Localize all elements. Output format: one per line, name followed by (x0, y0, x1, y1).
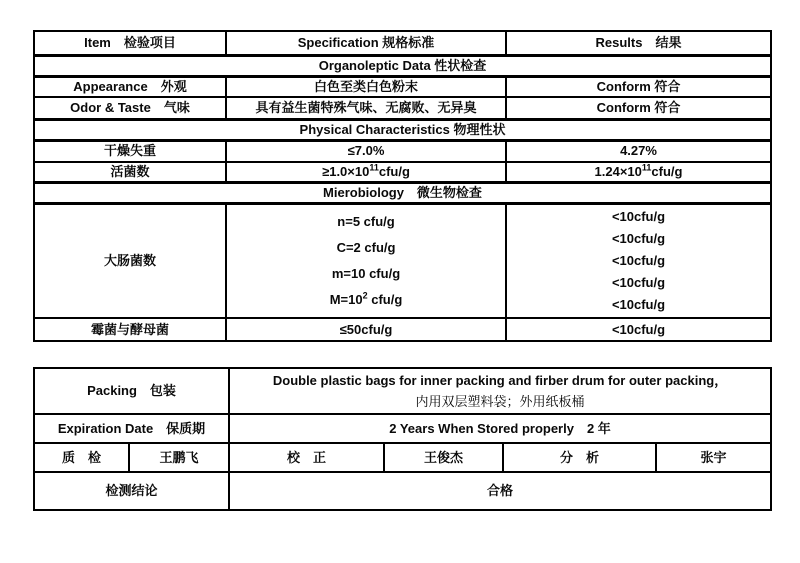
coliform-row (34, 204, 771, 319)
coliform-spec-line: m=10 cfu/g (331, 266, 401, 282)
live-count-item: 活菌数 (34, 162, 226, 183)
coliform-result-line: <10cfu/g (611, 231, 666, 247)
live-count-spec: $\ge 1.0\times 10^{11}cfu/g$ (226, 162, 506, 183)
physical-section-title: Physical Characteristics 物理性状 (34, 119, 771, 140)
appearance-row (34, 76, 771, 97)
calibration-label: 校 正 (229, 443, 384, 472)
appearance-result: Conform 符合 (506, 76, 771, 97)
conclusion-value: 合格 (229, 472, 771, 510)
odor-taste-row (34, 97, 771, 119)
conclusion-row (34, 472, 771, 510)
qc-name: 王鹏飞 (129, 443, 229, 472)
dry-loss-item: 干燥失重 (34, 141, 226, 162)
coliform-spec-line: n=5 cfu/g (337, 214, 395, 230)
appearance-spec: 白色至类白色粉末 (226, 76, 506, 97)
coliform-result-line: <10cfu/g (611, 297, 666, 313)
coliform-item: 大肠菌数 (34, 204, 226, 319)
dry-loss-result: 4.27% (506, 141, 771, 162)
coliform-result-line: <10cfu/g (611, 253, 666, 269)
mold-yeast-spec: ≤50cfu/g (226, 318, 506, 341)
mold-yeast-result: <10cfu/g (506, 318, 771, 341)
table-gap (33, 342, 770, 367)
packing-info-table (33, 367, 772, 511)
coliform-result-line: <10cfu/g (611, 209, 666, 225)
mold-yeast-row (34, 318, 771, 341)
physical-section-row (34, 119, 771, 140)
live-count-result: $1.24\times 10^{11}cfu/g$ (506, 162, 771, 183)
conclusion-label: 检测结论 (34, 472, 229, 510)
analysis-name: 张宇 (656, 443, 771, 472)
packing-line-chinese: 内用双层塑料袋；外用纸板桶 (415, 394, 585, 410)
odor-taste-spec: 具有益生菌特殊气味、无腐败、无异臭 (226, 97, 506, 119)
coliform-result-line: <10cfu/g (611, 275, 666, 291)
dry-loss-row (34, 141, 771, 162)
qc-label: 质 检 (34, 443, 129, 472)
signature-row (34, 443, 771, 472)
expiration-label: Expiration Date 保质期 (34, 414, 229, 443)
live-count-row (34, 162, 771, 183)
coliform-results (506, 204, 771, 319)
odor-taste-item: Odor & Taste 气味 (34, 97, 226, 119)
header-results-cell: Results 结果 (506, 31, 771, 55)
odor-taste-result: Conform 符合 (506, 97, 771, 119)
analysis-label: 分 析 (503, 443, 656, 472)
expiration-row (34, 414, 771, 443)
header-specification-cell: Specification 规格标准 (226, 31, 506, 55)
appearance-item: Appearance 外观 (34, 76, 226, 97)
dry-loss-spec: ≤7.0% (226, 141, 506, 162)
microbiology-section-title: Mierobiology 微生物检查 (34, 183, 771, 204)
table-header-row (34, 31, 771, 55)
microbiology-section-row (34, 183, 771, 204)
coliform-spec-line: C=2 cfu/g (336, 240, 396, 256)
packing-row (34, 368, 771, 414)
packing-line-english: Double plastic bags for inner packing and firber drum for outer packing， (272, 373, 728, 389)
packing-label: Packing 包装 (34, 368, 229, 414)
header-item-cell: Item 检验项目 (34, 31, 226, 55)
calibration-name: 王俊杰 (384, 443, 503, 472)
mold-yeast-item: 霉菌与酵母菌 (34, 318, 226, 341)
coliform-spec-line: $M=10^2$ cfu/g (329, 290, 403, 308)
organoleptic-section-row (34, 55, 771, 76)
coliform-spec (226, 204, 506, 319)
packing-value (229, 368, 771, 414)
organoleptic-section-title: Organoleptic Data 性状检查 (34, 55, 771, 76)
expiration-value: 2 Years When Stored properly 2 年 (229, 414, 771, 443)
quality-spec-table (33, 30, 772, 342)
